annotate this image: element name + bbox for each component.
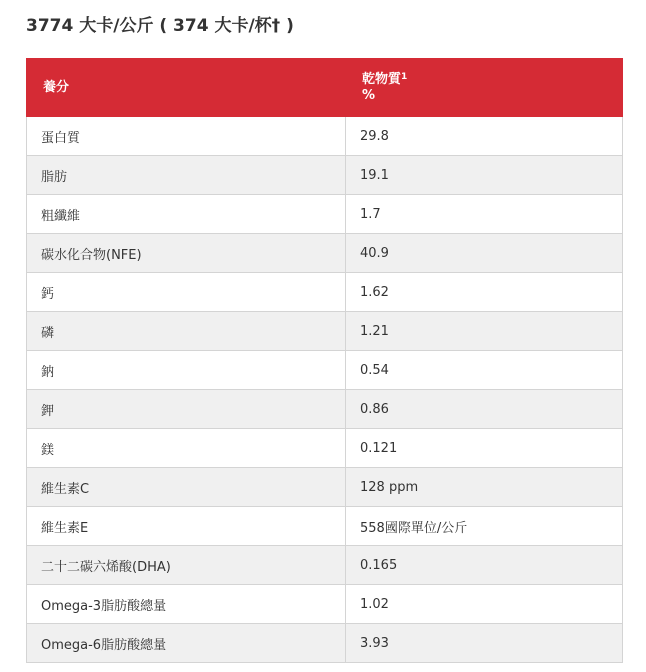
- table-row: [27, 351, 623, 390]
- nutrient-name: 蛋白質: [27, 117, 346, 156]
- nutrient-name: 碳水化合物(NFE): [27, 234, 346, 273]
- header-nutrient: 養分: [27, 59, 346, 117]
- table-row: [27, 624, 623, 663]
- nutrient-name: 二十二碳六烯酸(DHA): [27, 546, 346, 585]
- nutrient-value: 128 ppm: [346, 468, 623, 507]
- nutrient-value: 1.02: [346, 585, 623, 624]
- nutrient-value: 0.54: [346, 351, 623, 390]
- table-row: [27, 312, 623, 351]
- footnote-marker: 1: [401, 71, 408, 82]
- table-row: [27, 156, 623, 195]
- table-row: [27, 585, 623, 624]
- nutrient-value: 558國際單位/公斤: [346, 507, 623, 546]
- nutrient-name: 磷: [27, 312, 346, 351]
- nutrient-value: 0.86: [346, 390, 623, 429]
- table-row: [27, 117, 623, 156]
- nutrient-name: 鈉: [27, 351, 346, 390]
- nutrient-name: Omega-6脂肪酸總量: [27, 624, 346, 663]
- nutrient-value: 19.1: [346, 156, 623, 195]
- nutrient-name: 鎂: [27, 429, 346, 468]
- nutrient-name: 鈣: [27, 273, 346, 312]
- table-row: [27, 546, 623, 585]
- nutrient-name: 脂肪: [27, 156, 346, 195]
- nutrient-value: 40.9: [346, 234, 623, 273]
- table-row: [27, 234, 623, 273]
- nutrient-name: 鉀: [27, 390, 346, 429]
- header-dry-matter: [346, 59, 623, 117]
- nutrient-name: 粗纖維: [27, 195, 346, 234]
- nutrient-value: 1.7: [346, 195, 623, 234]
- table-row: [27, 429, 623, 468]
- nutrient-value: 0.121: [346, 429, 623, 468]
- table-row: [27, 507, 623, 546]
- table-row: [27, 195, 623, 234]
- nutrient-name: Omega-3脂肪酸總量: [27, 585, 346, 624]
- nutrient-value: 29.8: [346, 117, 623, 156]
- header-dry-matter-label: 乾物質: [362, 71, 402, 87]
- nutrient-value: 3.93: [346, 624, 623, 663]
- table-header-row: [27, 59, 623, 117]
- table-body: [27, 117, 623, 663]
- calorie-heading: 3774 大卡/公斤 ( 374 大卡/杯† ): [26, 16, 294, 36]
- nutrient-table: [26, 58, 623, 663]
- table-row: [27, 390, 623, 429]
- header-percent-unit: %: [362, 87, 376, 103]
- nutrient-value: 1.62: [346, 273, 623, 312]
- table-row: [27, 468, 623, 507]
- nutrient-name: 維生素C: [27, 468, 346, 507]
- nutrient-value: 0.165: [346, 546, 623, 585]
- table-row: [27, 273, 623, 312]
- nutrient-value: 1.21: [346, 312, 623, 351]
- nutrient-name: 維生素E: [27, 507, 346, 546]
